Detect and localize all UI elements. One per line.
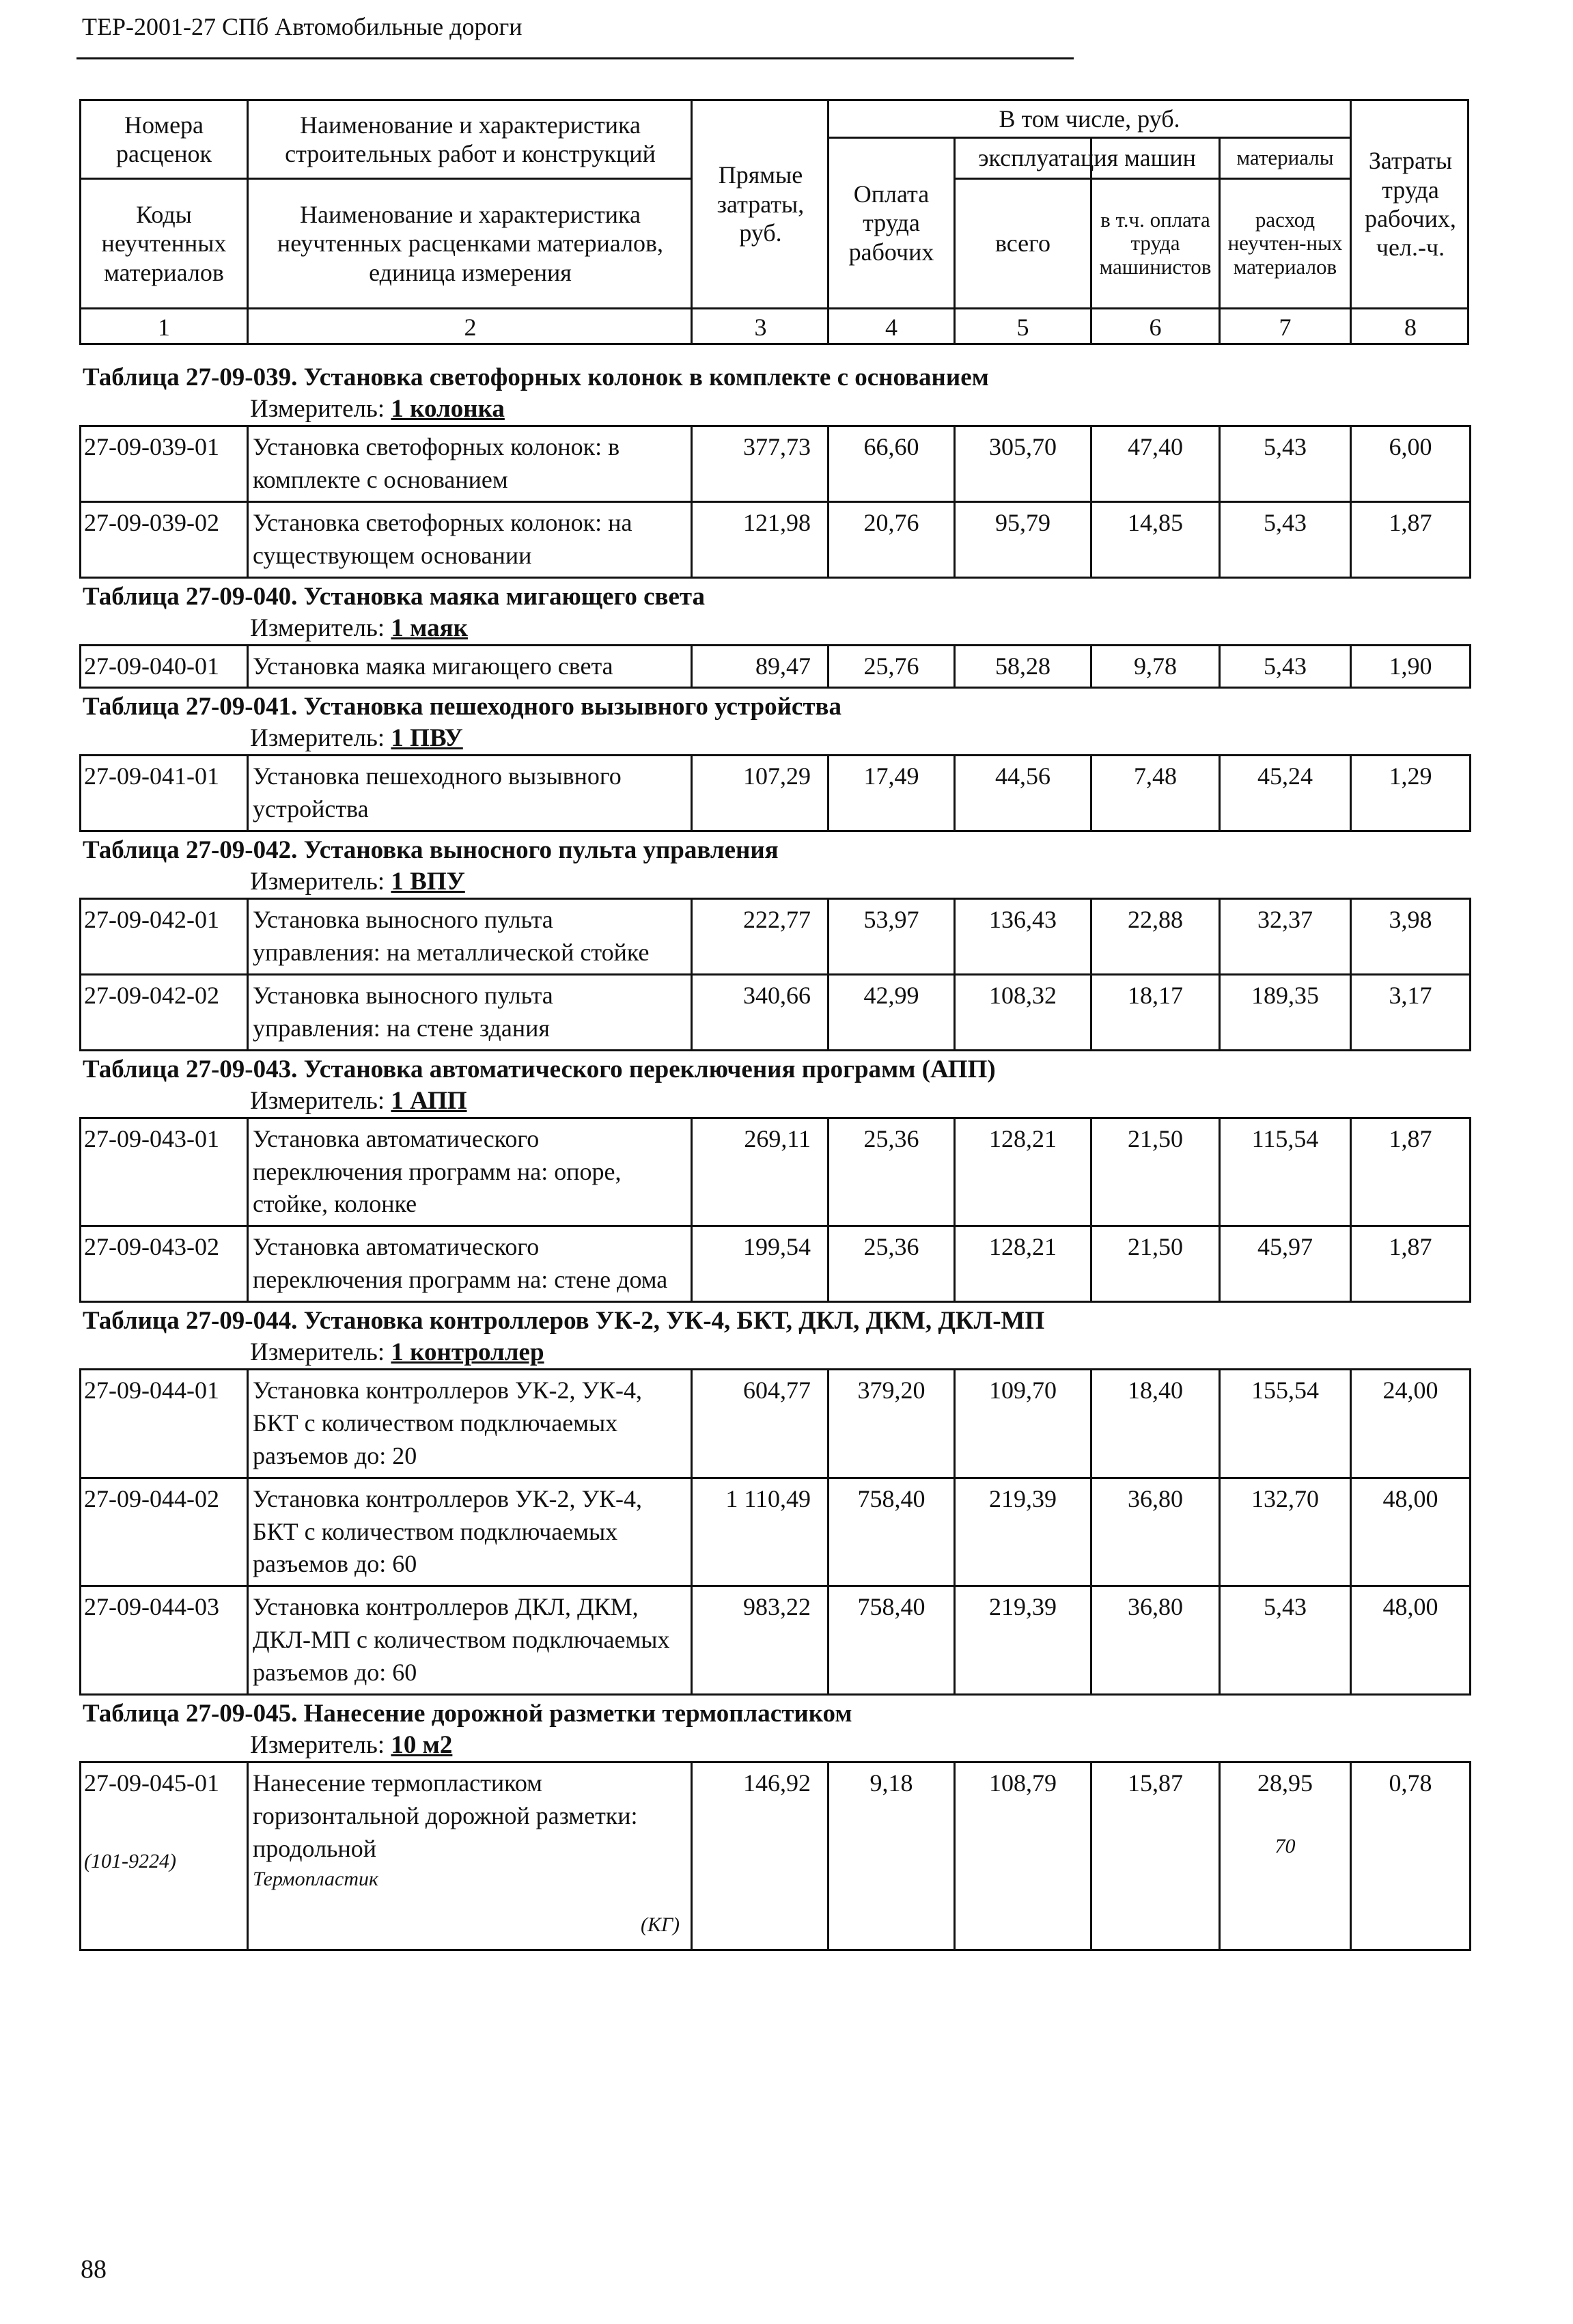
unit-label: Измеритель: bbox=[250, 1086, 385, 1115]
price-table bbox=[79, 898, 1471, 1051]
labor-cost-text: 20,76 bbox=[863, 508, 919, 536]
unit-label: Измеритель: bbox=[250, 724, 385, 753]
labor-cost bbox=[829, 1762, 955, 1950]
direct-cost-text: 121,98 bbox=[743, 508, 811, 536]
material-cost bbox=[1220, 1118, 1351, 1226]
unit-value: 1 ПВУ bbox=[391, 724, 463, 753]
rate-name-text: Установка контроллеров УК-2, УК-4, БКТ с количеством подключаемых разъемов до: 20 bbox=[253, 1377, 642, 1469]
table-row bbox=[81, 426, 1471, 502]
machine-cost-text: 219,39 bbox=[989, 1484, 1057, 1512]
labor-hours bbox=[1351, 1370, 1471, 1478]
rate-name-text: Установка автоматического переключения программ на: стене дома bbox=[253, 1233, 668, 1294]
labor-cost bbox=[829, 1586, 955, 1695]
machinist-cost bbox=[1091, 501, 1220, 577]
rate-code bbox=[81, 899, 248, 975]
labor-hours bbox=[1351, 1586, 1471, 1695]
rate-code-text: 27-09-044-01 bbox=[84, 1377, 219, 1404]
labor-hours-text: 48,00 bbox=[1382, 1593, 1438, 1621]
machine-cost-text: 109,70 bbox=[989, 1377, 1057, 1404]
machinist-cost-text: 47,40 bbox=[1128, 433, 1183, 460]
rate-name bbox=[248, 645, 692, 688]
section-title: Таблица 27-09-041. Установка пешеходного вызывного устройства bbox=[83, 693, 842, 721]
machine-cost-text: 108,32 bbox=[989, 981, 1057, 1009]
table-row bbox=[81, 1370, 1471, 1478]
rate-name-text: Установка автоматического переключения программ на: опоре, стойке, колонке bbox=[253, 1124, 622, 1218]
col-number: 7 bbox=[1279, 313, 1292, 341]
rate-code-text: 27-09-044-02 bbox=[84, 1484, 219, 1512]
labor-cost-text: 9,18 bbox=[869, 1769, 913, 1797]
material-cost-text: 32,37 bbox=[1257, 906, 1313, 934]
labor-hours-text: 1,87 bbox=[1389, 1233, 1432, 1261]
material-cost-text: 28,95 bbox=[1257, 1769, 1313, 1797]
section-unit bbox=[79, 1085, 1469, 1117]
labor-hours-text: 0,78 bbox=[1389, 1769, 1432, 1797]
rate-name bbox=[248, 501, 692, 577]
machinist-cost bbox=[1091, 645, 1220, 688]
machine-cost-text: 128,21 bbox=[989, 1124, 1057, 1152]
labor-cost bbox=[829, 899, 955, 975]
table-row bbox=[81, 645, 1471, 688]
direct-cost-text: 146,92 bbox=[743, 1769, 811, 1797]
labor-cost bbox=[829, 645, 955, 688]
col-number: 6 bbox=[1149, 313, 1162, 341]
materials-label: материалы bbox=[1236, 146, 1334, 170]
direct-cost-text: 89,47 bbox=[755, 652, 811, 680]
labor-cost-text: 25,36 bbox=[863, 1233, 919, 1261]
unit-label: Измеритель: bbox=[250, 395, 385, 423]
col8-label: Затраты труда рабочих, чел.-ч. bbox=[1365, 147, 1456, 262]
material-cost bbox=[1220, 1478, 1351, 1586]
labor-cost-text: 42,99 bbox=[863, 981, 919, 1009]
price-table bbox=[79, 644, 1471, 689]
rate-code-text: 27-09-045-01 bbox=[84, 1769, 219, 1797]
machinist-cost-text: 36,80 bbox=[1128, 1593, 1183, 1621]
rate-code bbox=[81, 501, 248, 577]
col6-label: в т.ч. оплата труда машинистов bbox=[1099, 208, 1212, 279]
rate-code bbox=[81, 426, 248, 502]
section-title: Таблица 27-09-039. Установка светофорных колонок в комплекте с основанием bbox=[83, 363, 989, 391]
labor-cost bbox=[829, 974, 955, 1050]
rate-code-text: 27-09-043-02 bbox=[84, 1233, 219, 1261]
material-cost bbox=[1220, 1586, 1351, 1695]
labor-hours bbox=[1351, 1478, 1471, 1586]
material-cost bbox=[1220, 1370, 1351, 1478]
rate-code-text: 27-09-044-03 bbox=[84, 1593, 219, 1621]
table-row bbox=[81, 501, 1471, 577]
machine-cost bbox=[955, 1478, 1091, 1586]
labor-hours-text: 1,29 bbox=[1389, 762, 1432, 790]
labor-cost bbox=[829, 426, 955, 502]
rate-name bbox=[248, 1478, 692, 1586]
unit-label: Измеритель: bbox=[250, 613, 385, 642]
material-cost-text: 189,35 bbox=[1251, 981, 1319, 1009]
section-title: Таблица 27-09-045. Нанесение дорожной разметки термопластиком bbox=[83, 1699, 852, 1728]
machines-label: эксплуатация машин bbox=[978, 144, 1196, 172]
rate-name-text: Установка маяка мигающего света bbox=[253, 652, 613, 680]
labor-hours bbox=[1351, 756, 1471, 831]
table-row bbox=[81, 1762, 1471, 1950]
direct-cost bbox=[692, 1762, 829, 1950]
labor-cost bbox=[829, 501, 955, 577]
rate-name bbox=[248, 756, 692, 831]
machine-cost bbox=[955, 974, 1091, 1050]
col4-label: Оплата труда рабочих bbox=[848, 180, 934, 266]
material-cost bbox=[1220, 1226, 1351, 1302]
machine-cost bbox=[955, 1586, 1091, 1695]
rate-code bbox=[81, 645, 248, 688]
labor-hours bbox=[1351, 645, 1471, 688]
unit-value: 10 м2 bbox=[391, 1730, 453, 1759]
rate-name-text: Нанесение термопластиком горизонтальной дорожной разметки: продольной bbox=[253, 1769, 638, 1862]
material-cost bbox=[1220, 1762, 1351, 1950]
rate-name bbox=[248, 1586, 692, 1695]
page-number: 88 bbox=[81, 2255, 107, 2284]
rate-code-text: 27-09-041-01 bbox=[84, 762, 219, 790]
rate-code-text: 27-09-042-02 bbox=[84, 981, 219, 1009]
rate-name-text: Установка выносного пульта управления: на стене здания bbox=[253, 981, 553, 1042]
section-unit bbox=[79, 613, 1469, 644]
rate-code-text: 27-09-043-01 bbox=[84, 1124, 219, 1152]
machine-cost bbox=[955, 501, 1091, 577]
direct-cost-text: 199,54 bbox=[743, 1233, 811, 1261]
machinist-cost-text: 18,40 bbox=[1128, 1377, 1183, 1404]
price-table bbox=[79, 1761, 1471, 1951]
section-unit bbox=[79, 723, 1469, 754]
machinist-cost bbox=[1091, 426, 1220, 502]
machinist-cost-text: 9,78 bbox=[1134, 652, 1177, 680]
machinist-cost bbox=[1091, 1478, 1220, 1586]
material-unit: (КГ) bbox=[641, 1913, 680, 1937]
labor-hours-text: 1,90 bbox=[1389, 652, 1432, 680]
rate-name bbox=[248, 974, 692, 1050]
labor-cost-text: 758,40 bbox=[857, 1593, 925, 1621]
machinist-cost-text: 22,88 bbox=[1128, 906, 1183, 934]
price-tables bbox=[79, 362, 1469, 1954]
rate-name bbox=[248, 426, 692, 502]
machinist-cost bbox=[1091, 899, 1220, 975]
labor-cost-text: 66,60 bbox=[863, 433, 919, 460]
running-header: ТЕР-2001-27 СПб Автомобильные дороги bbox=[82, 13, 523, 40]
rate-name bbox=[248, 1226, 692, 1302]
direct-cost-text: 377,73 bbox=[743, 433, 811, 460]
machinist-cost bbox=[1091, 756, 1220, 831]
unit-value: 1 колонка bbox=[391, 395, 505, 423]
unit-value: 1 маяк bbox=[391, 613, 468, 642]
rate-code-text: 27-09-039-01 bbox=[84, 433, 219, 460]
col-number: 8 bbox=[1404, 313, 1417, 341]
rate-name-text: Установка выносного пульта управления: на металлической стойке bbox=[253, 906, 650, 966]
rate-code-text: 27-09-040-01 bbox=[84, 652, 219, 680]
unit-value: 1 ВПУ bbox=[391, 868, 465, 896]
table-row bbox=[81, 899, 1471, 975]
section-unit bbox=[79, 866, 1469, 898]
machinist-cost bbox=[1091, 1370, 1220, 1478]
direct-cost bbox=[692, 501, 829, 577]
rate-name-text: Установка светофорных колонок: в комплекте с основанием bbox=[253, 433, 620, 493]
table-row bbox=[81, 1478, 1471, 1586]
direct-cost bbox=[692, 645, 829, 688]
machinist-cost-text: 14,85 bbox=[1128, 508, 1183, 536]
machine-cost bbox=[955, 756, 1091, 831]
labor-hours-text: 24,00 bbox=[1382, 1377, 1438, 1404]
labor-hours-text: 6,00 bbox=[1389, 433, 1432, 460]
material-cost bbox=[1220, 756, 1351, 831]
table-row bbox=[81, 1586, 1471, 1695]
direct-cost bbox=[692, 426, 829, 502]
machine-cost-text: 44,56 bbox=[995, 762, 1050, 790]
direct-cost bbox=[692, 756, 829, 831]
machine-cost-text: 219,39 bbox=[989, 1593, 1057, 1621]
rate-name-text: Установка пешеходного вызывного устройства bbox=[253, 762, 622, 823]
machine-cost-text: 58,28 bbox=[995, 652, 1050, 680]
price-table bbox=[79, 1117, 1471, 1303]
rate-name bbox=[248, 899, 692, 975]
labor-cost-text: 25,76 bbox=[863, 652, 919, 680]
table-row bbox=[81, 1118, 1471, 1226]
machinist-cost bbox=[1091, 1226, 1220, 1302]
material-cost bbox=[1220, 899, 1351, 975]
machinist-cost bbox=[1091, 1586, 1220, 1695]
rate-code bbox=[81, 1762, 248, 1950]
direct-cost bbox=[692, 1118, 829, 1226]
material-cost bbox=[1220, 974, 1351, 1050]
labor-hours-text: 1,87 bbox=[1389, 1124, 1432, 1152]
section-title: Таблица 27-09-040. Установка маяка мигающего света bbox=[83, 582, 706, 611]
material-cost-text: 5,43 bbox=[1264, 652, 1307, 680]
labor-cost bbox=[829, 1370, 955, 1478]
machinist-cost-text: 21,50 bbox=[1128, 1124, 1183, 1152]
labor-cost-text: 25,36 bbox=[863, 1124, 919, 1152]
section-title: Таблица 27-09-042. Установка выносного пульта управления bbox=[83, 836, 779, 865]
header-rule bbox=[76, 57, 1074, 59]
direct-cost bbox=[692, 1370, 829, 1478]
rate-name bbox=[248, 1762, 692, 1950]
direct-cost-text: 107,29 bbox=[743, 762, 811, 790]
price-table bbox=[79, 754, 1471, 832]
machine-cost-text: 305,70 bbox=[989, 433, 1057, 460]
machine-cost-text: 136,43 bbox=[989, 906, 1057, 934]
material-cost bbox=[1220, 426, 1351, 502]
material-cost-text: 5,43 bbox=[1264, 508, 1307, 536]
section-title: Таблица 27-09-043. Установка автоматического переключения программ (АПП) bbox=[83, 1055, 996, 1083]
labor-cost bbox=[829, 1478, 955, 1586]
direct-cost bbox=[692, 1586, 829, 1695]
machine-cost bbox=[955, 1762, 1091, 1950]
material-cost-text: 115,54 bbox=[1251, 1124, 1319, 1152]
rate-code bbox=[81, 1370, 248, 1478]
machinist-cost-text: 15,87 bbox=[1128, 1769, 1183, 1797]
machinist-cost-text: 7,48 bbox=[1134, 762, 1177, 790]
material-cost-text: 5,43 bbox=[1264, 433, 1307, 460]
section-unit bbox=[79, 393, 1469, 425]
rate-name-text: Установка контроллеров ДКЛ, ДКМ, ДКЛ-МП с количеством подключаемых разъемов до: 60 bbox=[253, 1593, 670, 1686]
column-header bbox=[79, 99, 1469, 345]
labor-hours-text: 3,17 bbox=[1389, 981, 1432, 1009]
labor-cost-text: 758,40 bbox=[857, 1484, 925, 1512]
direct-cost-text: 604,77 bbox=[743, 1377, 811, 1404]
rate-code-text: 27-09-042-01 bbox=[84, 906, 219, 934]
material-amount: 70 bbox=[1275, 1834, 1296, 1857]
table-row bbox=[81, 1226, 1471, 1302]
labor-hours bbox=[1351, 1226, 1471, 1302]
machinist-cost-text: 21,50 bbox=[1128, 1233, 1183, 1261]
col2-bottom-label: Наименование и характеристика неучтенных расценками материалов, единица измерения bbox=[277, 200, 664, 286]
direct-cost-text: 269,11 bbox=[744, 1124, 811, 1152]
machinist-cost bbox=[1091, 974, 1220, 1050]
labor-cost bbox=[829, 1226, 955, 1302]
col-number: 1 bbox=[158, 313, 170, 341]
machinist-cost-text: 36,80 bbox=[1128, 1484, 1183, 1512]
unit-label: Измеритель: bbox=[250, 1338, 385, 1366]
machine-cost bbox=[955, 1226, 1091, 1302]
section-title: Таблица 27-09-044. Установка контроллеров УК-2, УК-4, БКТ, ДКЛ, ДКМ, ДКЛ-МП bbox=[83, 1307, 1045, 1335]
material-cost-text: 45,97 bbox=[1257, 1233, 1313, 1261]
machine-cost-text: 128,21 bbox=[989, 1233, 1057, 1261]
table-row bbox=[81, 974, 1471, 1050]
labor-hours-text: 3,98 bbox=[1389, 906, 1432, 934]
direct-cost-text: 340,66 bbox=[743, 981, 811, 1009]
rate-name bbox=[248, 1118, 692, 1226]
unit-label: Измеритель: bbox=[250, 1730, 385, 1759]
material-code: (101-9224) bbox=[84, 1849, 176, 1872]
labor-hours bbox=[1351, 974, 1471, 1050]
unit-label: Измеритель: bbox=[250, 868, 385, 896]
col-number: 5 bbox=[1016, 313, 1029, 341]
rate-name-text: Установка светофорных колонок: на существующем основании bbox=[253, 508, 632, 569]
unit-value: 1 контроллер bbox=[391, 1338, 544, 1366]
section-unit bbox=[79, 1730, 1469, 1761]
direct-cost bbox=[692, 899, 829, 975]
unit-value: 1 АПП bbox=[391, 1086, 467, 1115]
labor-cost-text: 53,97 bbox=[863, 906, 919, 934]
machine-cost-text: 108,79 bbox=[989, 1769, 1057, 1797]
labor-hours bbox=[1351, 426, 1471, 502]
machinist-cost-text: 18,17 bbox=[1128, 981, 1183, 1009]
labor-cost bbox=[829, 1118, 955, 1226]
labor-hours bbox=[1351, 899, 1471, 975]
direct-cost-text: 222,77 bbox=[743, 906, 811, 934]
direct-cost bbox=[692, 1478, 829, 1586]
rate-code bbox=[81, 1586, 248, 1695]
price-table bbox=[79, 425, 1471, 579]
labor-cost-text: 379,20 bbox=[857, 1377, 925, 1404]
labor-cost bbox=[829, 756, 955, 831]
rate-code bbox=[81, 756, 248, 831]
machine-cost bbox=[955, 426, 1091, 502]
labor-hours bbox=[1351, 501, 1471, 577]
machine-cost-text: 95,79 bbox=[995, 508, 1050, 536]
material-cost bbox=[1220, 501, 1351, 577]
machine-cost bbox=[955, 1370, 1091, 1478]
material-name: Термопластик bbox=[253, 1867, 379, 1890]
col2-top-label: Наименование и характеристика строительных работ и конструкций bbox=[285, 111, 656, 167]
table-row bbox=[81, 756, 1471, 831]
material-cost bbox=[1220, 645, 1351, 688]
labor-cost-text: 17,49 bbox=[863, 762, 919, 790]
machinist-cost bbox=[1091, 1762, 1220, 1950]
labor-hours bbox=[1351, 1762, 1471, 1950]
col1-bottom-label: Коды неучтенных материалов bbox=[101, 200, 227, 286]
rate-name-text: Установка контроллеров УК-2, УК-4, БКТ с количеством подключаемых разъемов до: 60 bbox=[253, 1484, 642, 1578]
rate-name bbox=[248, 1370, 692, 1478]
col-number: 4 bbox=[885, 313, 897, 341]
rate-code bbox=[81, 1226, 248, 1302]
group-label: В том числе, руб. bbox=[999, 105, 1180, 133]
direct-cost-text: 983,22 bbox=[743, 1593, 811, 1621]
price-table bbox=[79, 1368, 1471, 1696]
rate-code bbox=[81, 974, 248, 1050]
machine-cost bbox=[955, 1118, 1091, 1226]
col-number: 3 bbox=[754, 313, 767, 341]
direct-cost-text: 1 110,49 bbox=[725, 1484, 811, 1512]
col7-label: расход неучтен-ных материалов bbox=[1227, 208, 1343, 279]
material-cost-text: 45,24 bbox=[1257, 762, 1313, 790]
labor-hours-text: 1,87 bbox=[1389, 508, 1432, 536]
direct-cost bbox=[692, 974, 829, 1050]
machine-cost bbox=[955, 899, 1091, 975]
material-cost-text: 132,70 bbox=[1251, 1484, 1319, 1512]
col3-label: Прямые затраты, руб. bbox=[716, 161, 805, 247]
rate-code bbox=[81, 1118, 248, 1226]
rate-code-text: 27-09-039-02 bbox=[84, 508, 219, 536]
labor-hours-text: 48,00 bbox=[1382, 1484, 1438, 1512]
machinist-cost bbox=[1091, 1118, 1220, 1226]
col1-top-label: Номера расценок bbox=[116, 111, 212, 167]
col5-label: всего bbox=[994, 230, 1051, 258]
section-unit bbox=[79, 1337, 1469, 1368]
rate-code bbox=[81, 1478, 248, 1586]
col-number: 2 bbox=[464, 313, 477, 341]
machine-cost bbox=[955, 645, 1091, 688]
labor-hours bbox=[1351, 1118, 1471, 1226]
material-cost-text: 5,43 bbox=[1264, 1593, 1307, 1621]
direct-cost bbox=[692, 1226, 829, 1302]
material-cost-text: 155,54 bbox=[1251, 1377, 1319, 1404]
